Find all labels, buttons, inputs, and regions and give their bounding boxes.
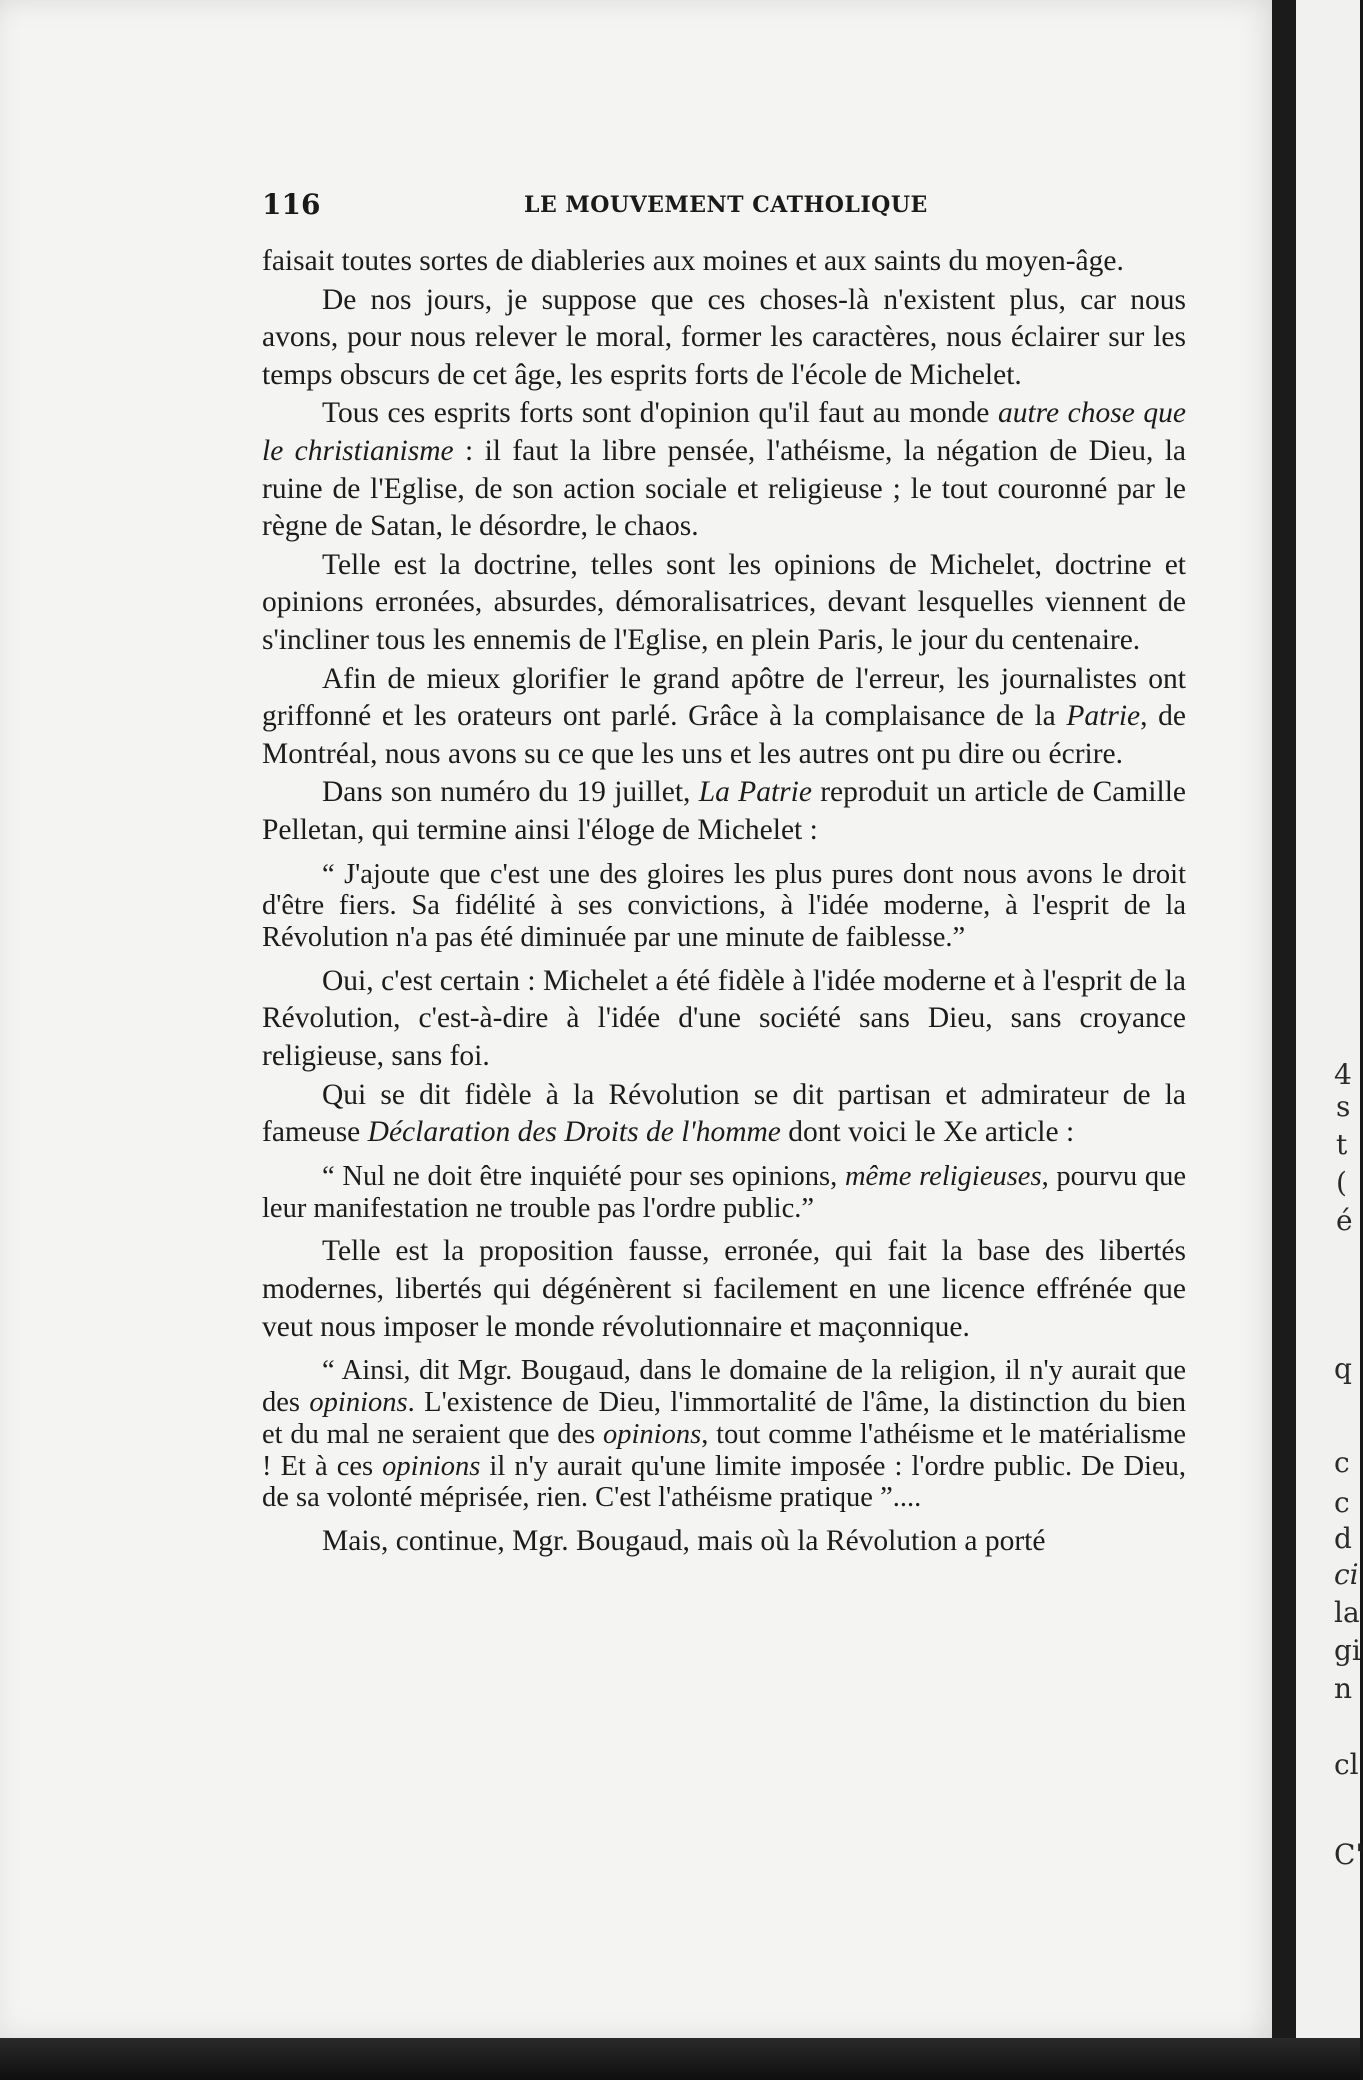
paragraph-3-italic: autre chose que le christianisme — [262, 397, 1187, 467]
quote-declaration-text-b: , pourvu que leur manifestation ne trouble pas l'ordre public.” — [262, 1160, 1187, 1224]
quote-bougaud-seg-3: , tout comme l'athéisme et le matérialisme ! Et à ces — [262, 1418, 1186, 1482]
paragraph-3-text-a: Tous ces esprits forts sont d'opinion qu'il faut au monde — [322, 397, 998, 430]
paragraph-5-text-b: , de Montréal, nous avons su ce que les uns et les autres ont pu dire ou écrire. — [262, 700, 1186, 770]
facing-page-fragment: n — [1334, 1672, 1353, 1705]
paragraph-5-text-a: Afin de mieux glorifier le grand apôtre de l'erreur, les journalistes ont griffonné et les orateurs ont parlé. Grâce à la complaisance de la — [262, 662, 1186, 733]
quote-pelletan: “ J'ajoute que c'est une des gloires les plus pures dont nous avons le droit d'être fiers. Sa fidélité à ses convictions, à l'idée moderne, à l'esprit de la Révolution n'a pas été diminuée par une minute de faiblesse.” — [262, 858, 1186, 954]
paragraph-3-text-b: : il faut la libre pensée, l'athéisme, la négation de Dieu, la ruine de l'Eglise, de son action sociale et religieuse ; le tout couronné par le règne de Satan, le désordre, le chaos. — [262, 434, 1186, 543]
paragraph-6-text-b: reproduit un article de Camille Pelletan, qui termine ainsi l'éloge de Michelet : — [262, 776, 1186, 846]
quote-bougaud-italic-2: opinions — [603, 1418, 702, 1450]
paragraph-8: Oui, c'est certain : Michelet a été fidèle à l'idée moderne et à l'esprit de la Révolution, c'est-à-dire à l'idée d'une société sans Dieu, sans croyance religieuse, sans foi. — [262, 964, 1186, 1073]
facing-page-fragment: q — [1334, 1352, 1352, 1385]
paragraph-11: Telle est la proposition fausse, erronée, qui fait la base des libertés modernes, libertés qui dégénèrent si facilement en une licence effrénée que veut nous imposer le monde révolutionnaire et maçonnique. — [262, 1235, 1186, 1343]
paragraph-9-italic: Déclaration des Droits de l'homme — [367, 1116, 781, 1149]
facing-page-fragment: c — [1334, 1486, 1350, 1519]
quote-bougaud-seg-2: . L'existence de Dieu, l'immortalité de l'âme, la distinction du bien et du mal ne seraient que des — [262, 1387, 1186, 1450]
paragraph-9-text-a: Qui se dit fidèle à la Révolution se dit partisan et admirateur de la fameuse — [262, 1078, 1186, 1149]
body-text — [262, 243, 1186, 1562]
gutter-shadow — [1272, 0, 1298, 2080]
quote-bougaud-seg-1: “ Ainsi, dit Mgr. Bougaud, dans le domaine de la religion, il n'y aurait que des — [262, 1355, 1186, 1419]
quote-bougaud-italic-3: opinions — [382, 1450, 481, 1482]
facing-page-fragment: t — [1336, 1128, 1348, 1161]
facing-page-fragment: d — [1334, 1522, 1352, 1555]
facing-page-fragment: é — [1336, 1204, 1353, 1237]
paragraph-5-italic: Patrie — [1066, 700, 1141, 733]
facing-page-fragment: ( — [1336, 1166, 1347, 1199]
quote-declaration — [262, 1161, 1186, 1225]
paragraph-9-text-b: dont voici le Xe article : — [780, 1116, 1075, 1149]
page-number: 116 — [262, 188, 321, 221]
page-header — [262, 188, 1180, 224]
facing-page-fragment: la — [1334, 1596, 1360, 1629]
quote-declaration-text-a: “ Nul ne doit être inquiété pour ses opinions, — [322, 1160, 845, 1192]
paragraph-1: faisait toutes sortes de diableries aux moines et aux saints du moyen-âge. — [262, 245, 1124, 277]
running-title: LE MOUVEMENT CATHOLIQUE — [524, 192, 928, 218]
facing-page-fragment: s — [1336, 1090, 1351, 1123]
facing-page-fragment: gi — [1334, 1634, 1361, 1667]
quote-declaration-italic: même religieuses — [844, 1160, 1042, 1192]
facing-page-fragment: c — [1334, 1446, 1350, 1479]
facing-page-fragment: C' — [1334, 1838, 1363, 1871]
paragraph-3 — [262, 395, 1186, 545]
paragraph-4: Telle est la doctrine, telles sont les opinions de Michelet, doctrine et opinions erronées, absurdes, démoralisatrices, devant lesquelles viennent de s'incliner tous les ennemis de l'Eglise, en plein Paris, le jour du centenaire. — [262, 548, 1186, 656]
paragraph-2: De nos jours, je suppose que ces choses-là n'existent plus, car nous avons, pour nous relever le moral, former les caractères, nous éclairer sur les temps obscurs de cet âge, les esprits forts de l'école de Michelet. — [262, 283, 1186, 391]
scan-bottom-edge — [0, 2038, 1360, 2080]
paragraph-9 — [262, 1077, 1186, 1152]
quote-bougaud — [262, 1355, 1186, 1514]
quote-bougaud-italic-1: opinions — [309, 1387, 408, 1419]
paragraph-6-text-a: Dans son numéro du 19 juillet, — [322, 776, 699, 809]
facing-page-edge — [1296, 0, 1363, 2080]
paragraph-6-italic: La Patrie — [698, 776, 812, 809]
quote-bougaud-seg-4: il n'y aurait qu'une limite imposée : l'ordre public. De Dieu, de sa volonté méprisée, rien. C'est l'athéisme pratique ”.... — [262, 1450, 1187, 1514]
facing-page-fragment: 4 — [1334, 1058, 1352, 1091]
paragraph-13: Mais, continue, Mgr. Bougaud, mais où la Révolution a porté — [322, 1525, 1046, 1558]
paragraph-5 — [262, 661, 1186, 774]
facing-page-fragment: cl — [1334, 1748, 1359, 1781]
paragraph-6 — [262, 774, 1186, 849]
facing-page-fragment: ci — [1334, 1558, 1359, 1591]
